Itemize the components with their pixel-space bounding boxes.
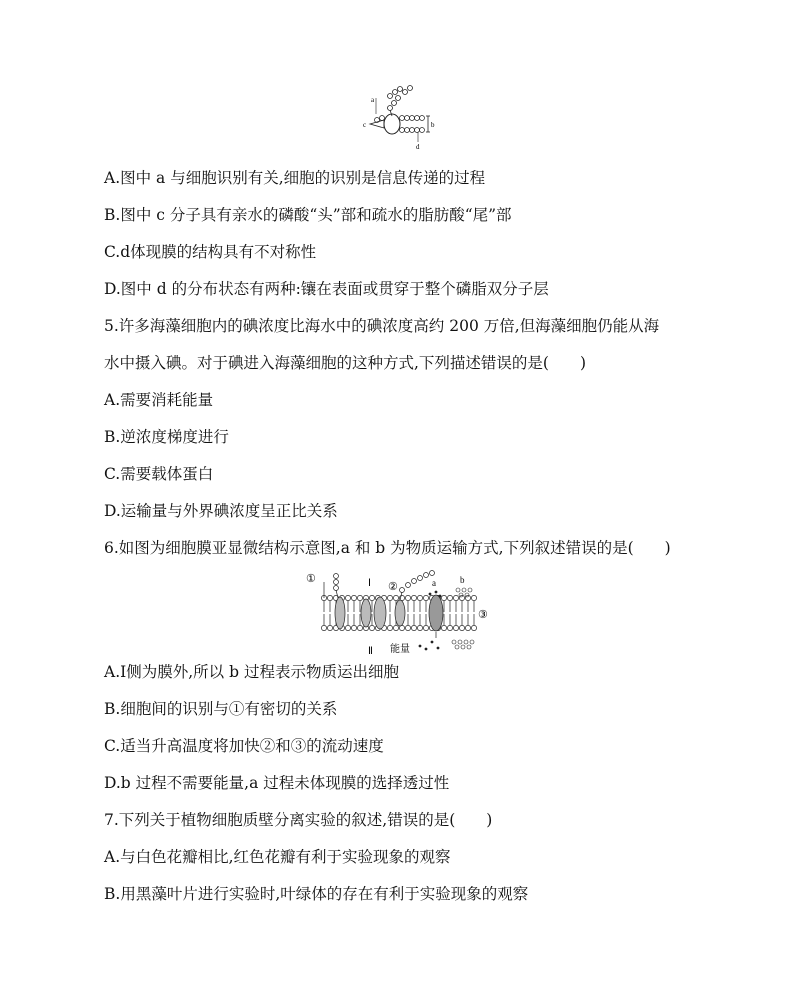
- q5-option-b: B.逆浓度梯度进行: [104, 428, 229, 446]
- q5-stem-line2: 水中摄入碘。对于碘进入海藻细胞的这种方式,下列描述错误的是( ): [104, 354, 587, 372]
- label-a: a: [371, 96, 375, 104]
- q4-option-b: B.图中 c 分子具有亲水的磷酸“头”部和疏水的脂肪酸“尾”部: [104, 206, 512, 224]
- label-a: a: [432, 578, 436, 588]
- label-b: b: [431, 121, 435, 129]
- q5-stem-line1: 5.许多海藻细胞内的碘浓度比海水中的碘浓度高约 200 万倍,但海藻细胞仍能从海: [104, 317, 660, 335]
- label-b: b: [460, 575, 465, 585]
- label-side-ii: Ⅱ: [368, 646, 373, 657]
- q6-stem: 6.如图为细胞膜亚显微结构示意图,a 和 b 为物质运输方式,下列叙述错误的是( ): [104, 539, 671, 557]
- q6-option-d: D.b 过程不需要能量,a 过程未体现膜的选择透过性: [104, 774, 450, 792]
- label-circle-1: ①: [306, 573, 316, 585]
- q7-stem: 7.下列关于植物细胞质壁分离实验的叙述,错误的是( ): [104, 811, 493, 829]
- q4-option-a: A.图中 a 与细胞识别有关,细胞的识别是信息传递的过程: [104, 169, 486, 187]
- q5-option-a: A.需要消耗能量: [104, 391, 214, 409]
- membrane-figure-small: [360, 84, 440, 150]
- q6-option-a: A.Ⅰ侧为膜外,所以 b 过程表示物质运出细胞: [104, 663, 399, 681]
- label-c: c: [363, 121, 367, 129]
- label-energy: 能量: [390, 644, 410, 655]
- q7-option-b: B.用黑藻叶片进行实验时,叶绿体的存在有利于实验现象的观察: [104, 885, 529, 903]
- label-circle-2: ②: [388, 581, 398, 593]
- q6-option-c: C.适当升高温度将加快②和③的流动速度: [104, 737, 384, 755]
- label-side-i: Ⅰ: [368, 578, 371, 589]
- label-d: d: [416, 143, 420, 150]
- q5-option-c: C.需要载体蛋白: [104, 465, 214, 483]
- q5-option-d: D.运输量与外界碘浓度呈正比关系: [104, 502, 338, 520]
- label-circle-3: ③: [478, 609, 488, 621]
- q4-option-d: D.图中 d 的分布状态有两种:镶在表面或贯穿于整个磷脂双分子层: [104, 280, 549, 298]
- membrane-figure-large: [302, 568, 498, 658]
- q4-option-c: C.d体现膜的结构具有不对称性: [104, 243, 317, 261]
- q7-option-a: A.与白色花瓣相比,红色花瓣有利于实验现象的观察: [104, 848, 451, 866]
- q6-option-b: B.细胞间的识别与①有密切的关系: [104, 700, 338, 718]
